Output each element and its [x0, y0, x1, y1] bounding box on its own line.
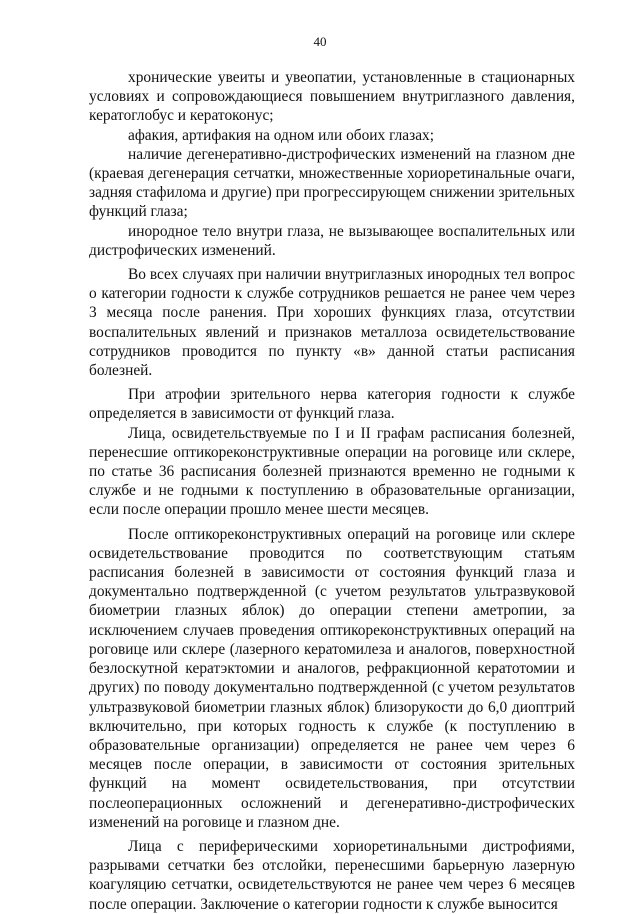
paragraph-optic-atrophy: При атрофии зрительного нерва категория годности к службе определяется в зависимости от функций глаза.: [89, 386, 575, 423]
page-number: 40: [313, 34, 327, 49]
paragraph-uveitis: хронические увеиты и увеопатии, установленные в стационарных условиях и сопровождающиеся повышением внутриглазного давления, кератоглобус и кератоконус;: [89, 69, 575, 125]
paragraph-degenerative-changes: наличие дегенеративно-дистрофических изменений на глазном дне (краевая дегенерация сетчатки, множественные хориоретинальные очаги, задняя стафилома и другие) при прогрессирующем снижении зрительных функций глаза;: [89, 145, 575, 221]
paragraph-peripheral-dystrophies: Лица с периферическими хориоретинальными дистрофиями, разрывами сетчатки без отслойки, перенесшими барьерную лазерную коагуляцию сетчатки, освидетельствуются не ранее чем через 6 месяцев после операции. Заключение о категории годности к службе выносится: [89, 837, 575, 913]
paragraph-foreign-body: инородное тело внутри глаза, не вызывающее воспалительных или дистрофических изменений.: [89, 222, 575, 259]
document-body: [89, 68, 575, 914]
paragraph-aphakia: афакия, артифакия на одном или обоих глазах;: [128, 126, 435, 144]
paragraph-refractive-surgery-columns: Лица, освидетельствуемые по I и II графам расписания болезней, перенесшие оптикореконструктивные операции на роговице или склере, по статье 36 расписания болезней признаются временно не годными к службе и не годными к поступлению в образовательные организации, если после операции прошло менее шести месяцев.: [89, 424, 575, 519]
paragraph-after-refractive-surgery: После оптикореконструктивных операций на роговице или склере освидетельствование проводится по соответствующим статьям расписания болезней в зависимости от состояния функций глаза и документально подтвержденной (с учетом результатов ультразвуковой биометрии глазных яблок) до операции степени аметропии, за исключением случаев проведения оптикореконструктивных операций на роговице или склере (лазерного кератомилеза и аналогов, поверхностной безлоскутной кератэктомии и аналогов, рефракционной кератотомии и других) по поводу документально подтвержденной (с учетом результатов ультразвуковой биометрии глазных яблок) близорукости до 6,0 диоптрий включительно, при которых годность к службе (к поступлению в образовательные организации) определяется не ранее чем через 6 месяцев после операции, в зависимости от состояния зрительных функций на момент освидетельствования, при отсутствии послеоперационных осложнений и дегенеративно-дистрофических изменений на роговице и глазном дне.: [89, 525, 575, 831]
paragraph-intraocular-foreign-bodies: Во всех случаях при наличии внутриглазных инородных тел вопрос о категории годности к службе сотрудников решается не ранее чем через 3 месяца после ранения. При хороших функциях глаза, отсутствии воспалительных явлений и признаков металлоза освидетельствование сотрудников проводится по пункту «в» данной статьи расписания болезней.: [89, 266, 575, 380]
